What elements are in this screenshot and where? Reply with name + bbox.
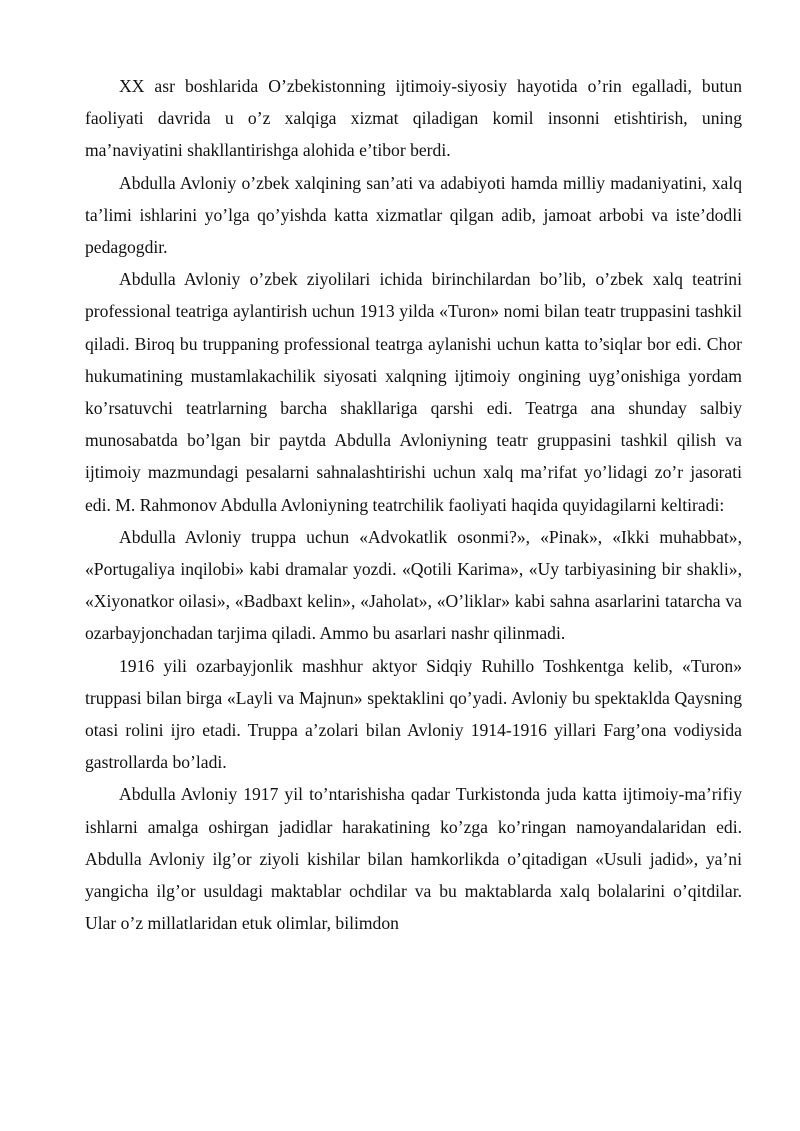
paragraph-1: XX asr boshlarida O’zbekistonning ijtimoiy-siyosiy hayotida o’rin egalladi, butun faoliyati davrida u o’z xalqiga xizmat qiladigan komil insonni etishtirish, uning ma’naviyatini shakllantirishga alohida e’tibor berdi. bbox=[85, 76, 742, 161]
paragraph-6: Abdulla Avloniy 1917 yil to’ntarishisha qadar Turkistonda juda katta ijtimoiy-ma’rifiy ishlarni amalga oshirgan jadidlar harakatining ko’zga ko’ringan namoyandalaridan edi. Abdulla Avloniy ilg’or ziyoli kishilar bilan hamkorlikda o’qitadigan «Usuli jadid», ya’ni yangicha ilg’or usuldagi maktablar ochdilar va bu maktablarda xalq bolalarini o’qitdilar. Ular o’z millatlaridan etuk olimlar, bilimdon bbox=[85, 784, 742, 934]
paragraph-2: Abdulla Avloniy o’zbek xalqining san’ati va adabiyoti hamda milliy madaniyatini, xalq ta’limi ishlarini yo’lga qo’yishda katta xizmatlar qilgan adib, jamoat arbobi va iste’dodli pedagogdir. bbox=[85, 172, 742, 258]
document-page bbox=[85, 70, 742, 939]
paragraph-5: 1916 yili ozarbayjonlik mashhur aktyor Sidqiy Ruhillo Toshkentga kelib, «Turon» truppasi bilan birga «Layli va Majnun» spektaklini qo’yadi. Avloniy bu spektakldа Qaysning otasi rolini ijro etadi. Truppa a’zolari bilan Avloniy 1914-1916 yillari Farg’ona vodiysida gastrollarda bo’ladi. bbox=[85, 655, 742, 773]
paragraph-3: Abdulla Avloniy o’zbek ziyolilari ichida birinchilardan bo’lib, o’zbek xalq teatrini professional teatriga aylantirish uchun 1913 yilda «Turon» nomi bilan teatr truppasini tashkil qiladi. Biroq bu truppaning professional teatrga aylanishi uchun katta to’siqlar bor edi. Chor hukumatining mustamlakachilik siyosati xalqning ijtimoiy ongining uyg’onishiga yordam ko’rsatuvchi teatrlarning barcha shakllariga qarshi edi. Teatrga ana shunday salbiy munosabatda bo’lgan bir paytda Abdulla Avloniyning teatr gruppasini tashkil qilish va ijtimoiy mazmundagi pesalarni sahnalashtirishi uchun xalq ma’rifat yo’lidagi zo’r jasorati edi. M. Rahmonov Abdulla Avloniyning teatrchilik faoliyati haqida quyidagilarni keltiradi: bbox=[85, 269, 742, 515]
paragraph-4: Abdulla Avloniy truppa uchun «Advokatlik osonmi?», «Pinak», «Ikki muhabbat», «Portugaliya inqilobi» kabi dramalar yozdi. «Qotili Karima», «Uy tarbiyasining bir shakli», «Xiyonatkor oilasi», «Badbaxt kelin», «Jaholat», «O’liklar» kabi sahna asarlarini tatarcha va ozarbayjonchadan tarjima qiladi. Ammo bu asarlari nashr qilinmadi. bbox=[85, 526, 742, 644]
